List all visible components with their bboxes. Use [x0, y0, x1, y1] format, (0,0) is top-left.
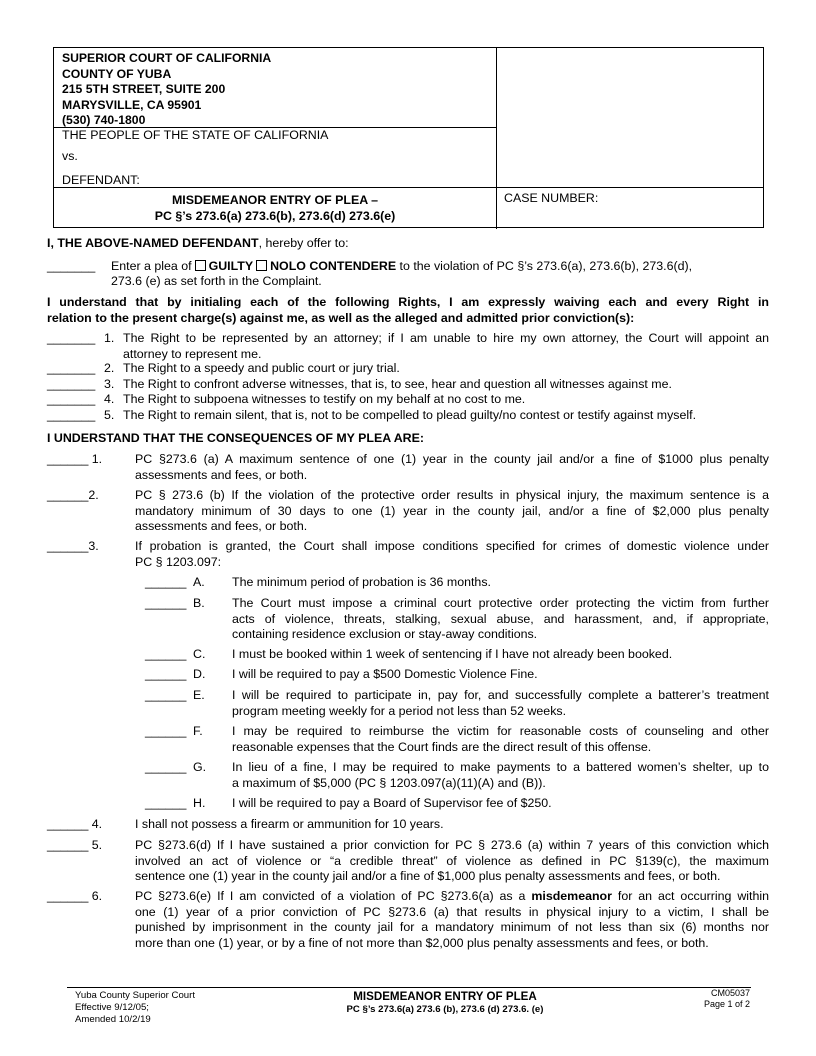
- condition-letter: G.: [193, 760, 207, 774]
- plea-line-1: [111, 259, 692, 275]
- form-title: [54, 187, 496, 228]
- court-line: (530) 740-1800: [62, 113, 146, 127]
- right-initial-blank[interactable]: _______: [47, 331, 96, 345]
- right-initial-blank[interactable]: _______: [47, 392, 96, 406]
- rights-intro-line: relation to the present charge(s) against me, as well as the alleged and admitted prior conviction(s):: [47, 310, 635, 325]
- condition-text: I must be booked within 1 week of sentencing if I have not already been booked.: [232, 647, 673, 661]
- guilty-checkbox[interactable]: [195, 260, 206, 271]
- consequence-line: PC § 273.6 (b) If the violation of the protective order results in physical injury, the maximum sentence is a: [135, 488, 769, 502]
- right-number: 4.: [104, 392, 115, 406]
- consequence-initial-blank[interactable]: ______2.: [47, 488, 99, 502]
- court-line: SUPERIOR COURT OF CALIFORNIA: [62, 51, 272, 65]
- footer-left-line: Yuba County Superior Court: [75, 990, 195, 1001]
- condition-line: I may be required to reimburse the victim for reasonable costs of counseling and other: [232, 724, 769, 738]
- footer-title-line: MISDEMEANOR ENTRY OF PLEA: [353, 990, 537, 1003]
- consequence-initial-blank[interactable]: ______ 4.: [47, 817, 103, 831]
- consequence-initial-blank[interactable]: ______ 6.: [47, 889, 103, 903]
- form-title-line-1: MISDEMEANOR ENTRY OF PLEA –: [171, 193, 379, 207]
- consequence-line: mandatory minimum of 30 days to one (1) year in the county jail, and/or a fine of $2,000 plus penalty: [135, 503, 769, 518]
- condition-text: I will be required to pay a $500 Domestic Violence Fine.: [232, 667, 538, 681]
- court-line: MARYSVILLE, CA 95901: [62, 97, 202, 112]
- condition-text: [232, 760, 769, 791]
- right-text: The Right to subpoena witnesses to testify on my behalf at no cost to me.: [123, 392, 526, 406]
- condition-initial-blank[interactable]: ______: [145, 647, 187, 661]
- form-id: CM05037: [710, 988, 750, 998]
- consequence-line: punished by imprisonment in the county jail for a mandatory minimum of not less than six (6) months nor: [135, 920, 769, 934]
- footer-left-line: Amended 10/2/19: [75, 1013, 151, 1025]
- consequence-text: [135, 539, 769, 570]
- condition-letter: D.: [193, 667, 206, 681]
- condition-initial-blank[interactable]: ______: [145, 796, 187, 810]
- condition-letter: A.: [193, 575, 205, 589]
- condition-initial-blank[interactable]: ______: [145, 667, 187, 681]
- court-address: [62, 51, 271, 129]
- consequence-line-start: PC §273.6(e) If I am convicted of a violation of PC §273.6(a) as a: [135, 889, 532, 903]
- court-line: COUNTY OF YUBA: [62, 66, 172, 81]
- right-text: [123, 331, 769, 362]
- condition-initial-blank[interactable]: ______: [145, 760, 187, 774]
- case-number-label: CASE NUMBER:: [504, 191, 599, 205]
- footer-divider: [67, 987, 751, 988]
- right-number: 5.: [104, 408, 115, 422]
- right-text-line: attorney to represent me.: [123, 346, 262, 361]
- consequence-line: If probation is granted, the Court shall impose conditions specified for crimes of domestic violence under: [135, 539, 769, 553]
- consequence-line: assessments and fees, or both.: [135, 519, 308, 533]
- condition-initial-blank[interactable]: ______: [145, 688, 187, 702]
- condition-letter: F.: [193, 724, 203, 738]
- consequence-initial-blank[interactable]: ______ 1.: [47, 452, 103, 466]
- consequence-line: assessments and fees, or both.: [135, 467, 308, 482]
- condition-line: I will be required to participate in, pay for, and successfully complete a batterer’s treatment: [232, 688, 769, 702]
- condition-text: [232, 688, 769, 719]
- intro-bold: I, THE ABOVE-NAMED DEFENDANT: [47, 236, 259, 250]
- caption-left: [54, 48, 497, 229]
- parties-section: [54, 127, 496, 187]
- consequence-text: [135, 488, 769, 535]
- condition-line: a maximum of $5,000 (PC § 1203.097(a)(11)(A) and (B)).: [232, 775, 546, 790]
- condition-line: containing residence exclusion or stay-away conditions.: [232, 627, 538, 641]
- condition-initial-blank[interactable]: ______: [145, 575, 187, 589]
- footer-form-id: [680, 988, 750, 1010]
- consequence-line: PC §273.6 (a) A maximum sentence of one (1) year in the county jail and/or a fine of $1000 plus penalty: [135, 452, 769, 466]
- court-line: 215 5TH STREET, SUITE 200: [62, 82, 226, 96]
- right-text: The Right to confront adverse witnesses, that is, to see, hear and question all witnesses against me.: [123, 377, 672, 391]
- consequence-initial-blank[interactable]: ______3.: [47, 539, 99, 553]
- consequence-line: one (1) year of a prior conviction of PC §273.6 (a) that results in physical injury to a victim, I shall be: [135, 904, 769, 919]
- condition-letter: B.: [193, 596, 205, 610]
- footer-court-info: [75, 990, 195, 1025]
- consequence-line: involved an act of violence or “a credible threat” of violence as defined in PC §139(c), the maximum: [135, 853, 769, 868]
- intro-statement: [47, 236, 349, 252]
- consequence-line: more than one (1) year, or by a fine of not more than $2,000 plus penalty assessments and fees, or both.: [135, 935, 709, 950]
- right-initial-blank[interactable]: _______: [47, 361, 96, 375]
- right-number: 2.: [104, 361, 115, 375]
- consequence-text: I shall not possess a firearm or ammunition for 10 years.: [135, 817, 444, 831]
- condition-line: The Court must impose a criminal court protective order protecting the victim from further: [232, 596, 769, 610]
- right-text: The Right to remain silent, that is, not to be compelled to plead guilty/no contest or testify against myself.: [123, 408, 697, 422]
- right-text-line: The Right to be represented by an attorney; if I am unable to hire my own attorney, the Court will appoint an: [123, 331, 769, 345]
- form-title-line-2: PC §’s 273.6(a) 273.6(b), 273.6(d) 273.6(e): [154, 209, 396, 223]
- consequence-line: PC §273.6(d) If I have sustained a prior conviction for PC § 273.6 (a) within 7 years of this conviction which: [135, 838, 769, 852]
- consequence-text: [135, 838, 769, 885]
- condition-line: acts of violence, threats, stalking, sexual abuse, and harassment, and, if appropriate,: [232, 611, 769, 626]
- rights-intro-line: I understand that by initialing each of the following Rights, I am expressly waiving each and every Right in: [47, 295, 769, 309]
- misdemeanor-emphasis: misdemeanor: [531, 889, 612, 903]
- consequence-line: sentence one (1) year in the county jail and/or a fine of $1,000 plus penalty assessments and fees, or both.: [135, 869, 721, 883]
- plea-initial-blank[interactable]: _______: [47, 259, 96, 273]
- condition-text: I will be required to pay a Board of Supervisor fee of $250.: [232, 796, 552, 810]
- footer-subtitle-line: PC §’s 273.6(a) 273.6 (b), 273.6 (d) 273.6. (e): [346, 1004, 544, 1015]
- consequence-line-end: for an act occurring within: [611, 889, 769, 903]
- consequence-line: [135, 889, 769, 905]
- condition-line: program meeting weekly for a period not less than 52 weeks.: [232, 703, 567, 718]
- consequence-text: [135, 889, 769, 951]
- plea-line-2: 273.6 (e) as set forth in the Complaint.: [111, 274, 322, 288]
- condition-text: The minimum period of probation is 36 months.: [232, 575, 491, 589]
- page-number: Page 1 of 2: [703, 999, 750, 1009]
- right-number: 1.: [104, 331, 115, 345]
- condition-letter: C.: [193, 647, 206, 661]
- condition-initial-blank[interactable]: ______: [145, 724, 187, 738]
- consequence-line: PC § 1203.097:: [135, 554, 222, 569]
- caption-box: [53, 47, 764, 228]
- condition-text: [232, 724, 769, 755]
- rights-waiver-intro: [47, 295, 769, 326]
- nolo-contendere-label: NOLO CONTENDERE: [270, 259, 397, 273]
- consequence-initial-blank[interactable]: ______ 5.: [47, 838, 103, 852]
- consequence-text: [135, 452, 769, 483]
- nolo-contendere-checkbox[interactable]: [256, 260, 267, 271]
- intro-rest: , hereby offer to:: [258, 236, 349, 250]
- condition-line: reasonable expenses that the Court finds are the direct result of this offense.: [232, 739, 652, 754]
- right-text: The Right to a speedy and public court or jury trial.: [123, 361, 400, 375]
- condition-letter: E.: [193, 688, 205, 702]
- plaintiff-label: THE PEOPLE OF THE STATE OF CALIFORNIA: [62, 128, 329, 142]
- condition-initial-blank[interactable]: ______: [145, 596, 187, 610]
- versus-label: vs.: [62, 149, 78, 163]
- footer-left-line: Effective 9/12/05;: [75, 1001, 149, 1013]
- consequences-heading: I UNDERSTAND THAT THE CONSEQUENCES OF MY PLEA ARE:: [47, 431, 425, 445]
- condition-line: In lieu of a fine, I may be required to make payments to a battered women’s shelter, up to: [232, 760, 769, 774]
- case-number-field[interactable]: [497, 187, 763, 228]
- plea-enter-text: Enter a plea of: [111, 259, 192, 273]
- right-initial-blank[interactable]: _______: [47, 377, 96, 391]
- right-initial-blank[interactable]: _______: [47, 408, 96, 422]
- condition-letter: H.: [193, 796, 206, 810]
- right-number: 3.: [104, 377, 115, 391]
- plea-violation-text: to the violation of PC §’s 273.6(a), 273.6(b), 273.6(d),: [399, 259, 693, 273]
- guilty-label: GUILTY: [208, 259, 254, 273]
- defendant-label: DEFENDANT:: [62, 173, 140, 187]
- footer-form-title: [300, 990, 590, 1016]
- condition-text: [232, 596, 769, 643]
